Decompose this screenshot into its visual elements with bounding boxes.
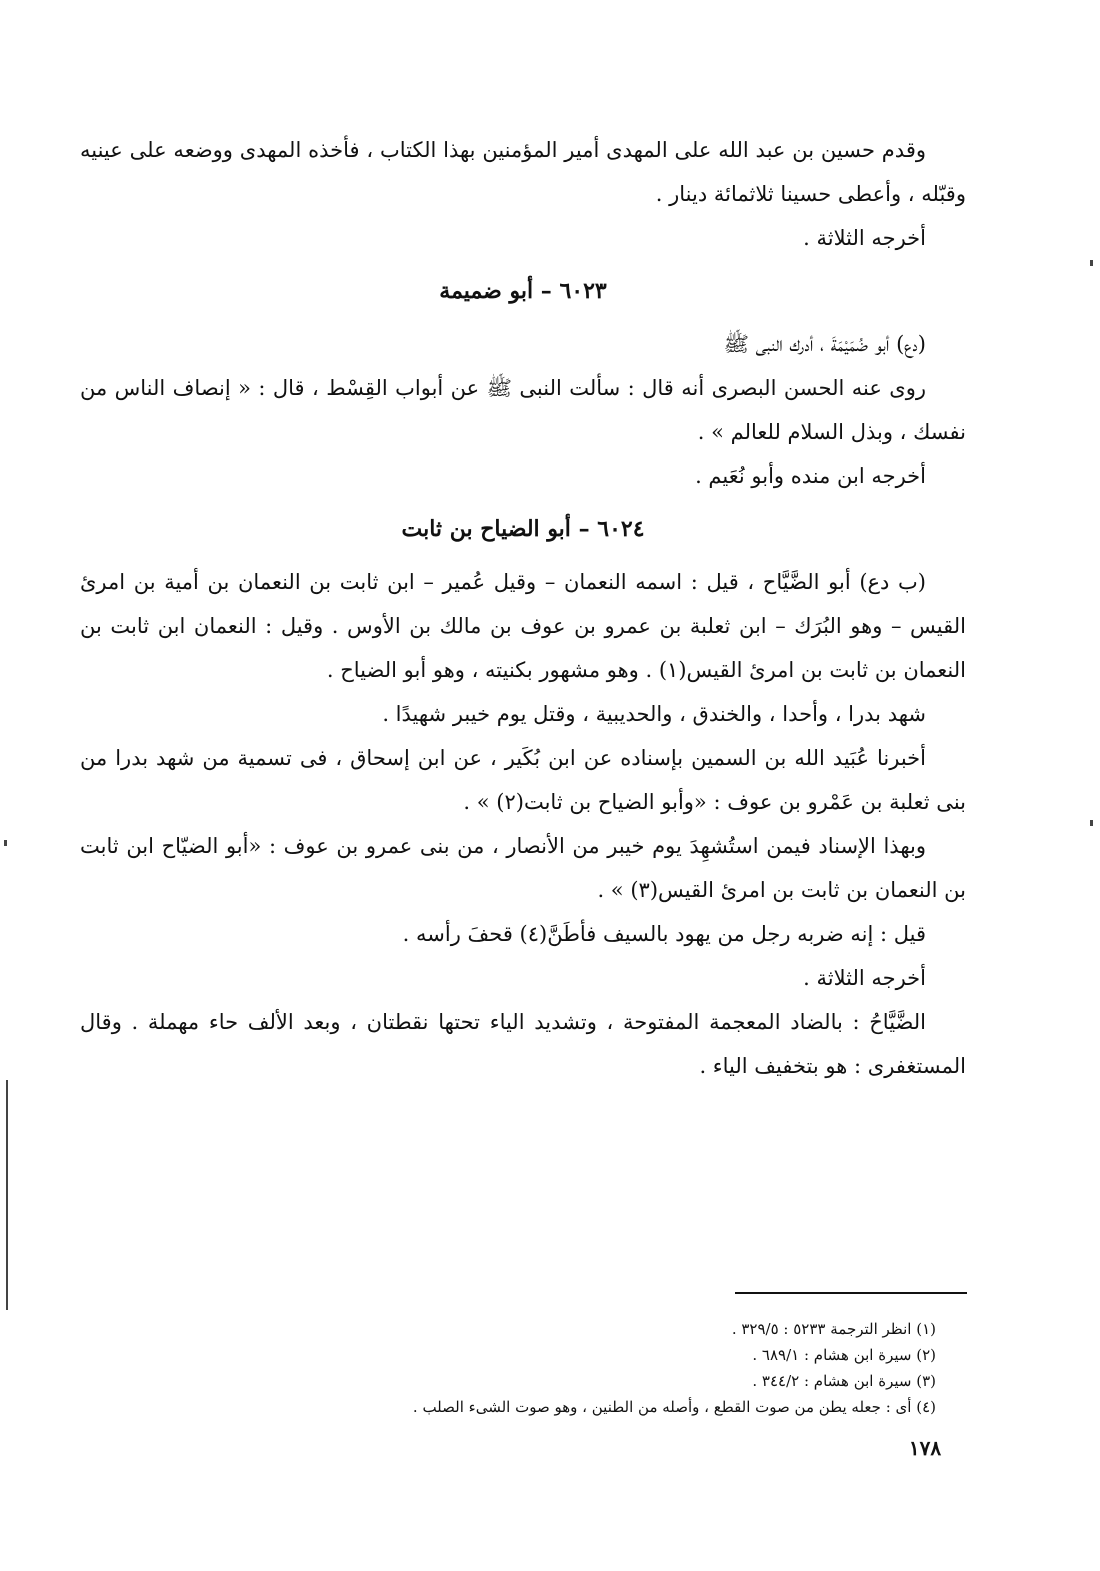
footnote: (٢) سيرة ابن هشام : ٦٨٩/١ . xyxy=(752,1346,936,1364)
footnotes xyxy=(300,1316,936,1420)
paragraph: أخبرنا عُبَيد الله بن السمين بإسناده عن ابن بُكَير ، عن ابن إسحاق ، فى تسمية من شهد بدرا من بنى ثعلبة بن عَمْرو بن عوف : «وأبو الضياح بن ثابت(٢) » . xyxy=(80,746,966,814)
main-text xyxy=(80,128,966,1088)
entry-heading-6024: ٦٠٢٤ – أبو الضياح بن ثابت xyxy=(401,516,645,542)
paragraph: الضَّيَّاحُ : بالضاد المعجمة المفتوحة ، وتشديد الياء تحتها نقطتان ، وبعد الألف حاء مهملة . وقال المستغفرى : هو بتخفيف الياء . xyxy=(80,1010,966,1078)
paragraph: أخرجه ابن منده وأبو نُعَيم . xyxy=(695,464,926,488)
paragraph: أخرجه الثلاثة . xyxy=(803,966,926,990)
paragraph: أخرجه الثلاثة . xyxy=(803,226,926,250)
paragraph: (ب دع) أبو الضَّيَّاح ، قيل : اسمه النعمان – وقيل عُمير – ابن ثابت بن النعمان بن أمية بن امرئ القيس – وهو البُرَك – ابن ثعلبة بن عمرو بن عوف بن مالك بن الأوس . وقيل : النعمان ابن ثابت بن النعمان بن ثابت بن امرئ القيس(١) . وهو مشهور بكنيته ، وهو أبو الضياح . xyxy=(80,570,966,682)
paragraph: شهد بدرا ، وأحدا ، والخندق ، والحديبية ، وقتل يوم خيبر شهيدًا . xyxy=(382,702,926,726)
paragraph: وبهذا الإسناد فيمن استُشهِدَ يوم خيبر من الأنصار ، من بنى عمرو بن عوف : «أبو الضيّاح ابن ثابت بن النعمان بن ثابت بن امرئ القيس(٣) » . xyxy=(80,834,966,902)
scan-artifact xyxy=(1090,260,1093,266)
footnote-divider xyxy=(735,1292,967,1294)
footnote: (٤) أى : جعله يطن من صوت القطع ، وأصله من الطنين ، وهو صوت الشىء الصلب . xyxy=(412,1398,936,1416)
entry-heading-6023: ٦٠٢٣ – أبو ضميمة xyxy=(439,278,607,304)
footnote: (٣) سيرة ابن هشام : ٣٤٤/٢ . xyxy=(752,1372,936,1390)
paragraph: روى عنه الحسن البصرى أنه قال : سألت النبى ﷺ عن أبواب القِسْط ، قال : « إنصاف الناس من نفسك ، وبذل السلام للعالم » . xyxy=(80,376,966,444)
footnote: (١) انظر الترجمة ٥٢٣٣ : ٣٢٩/٥ . xyxy=(731,1320,936,1338)
scan-artifact xyxy=(6,1080,8,1310)
page-number: ١٧٨ xyxy=(908,1436,942,1460)
paragraph: وقدم حسين بن عبد الله على المهدى أمير المؤمنين بهذا الكتاب ، فأخذه المهدى ووضعه على عينيه وقبّله ، وأعطى حسينا ثلاثمائة دينار . xyxy=(80,138,966,206)
scan-artifact xyxy=(1090,820,1093,826)
paragraph: قيل : إنه ضربه رجل من يهود بالسيف فأطَنَّ(٤) قحفَ رأسه . xyxy=(402,922,926,946)
scan-artifact xyxy=(4,840,7,846)
paragraph: (دع) أبو ضُمَيْمَةَ ، أدرك النبى ﷺ xyxy=(723,332,926,356)
